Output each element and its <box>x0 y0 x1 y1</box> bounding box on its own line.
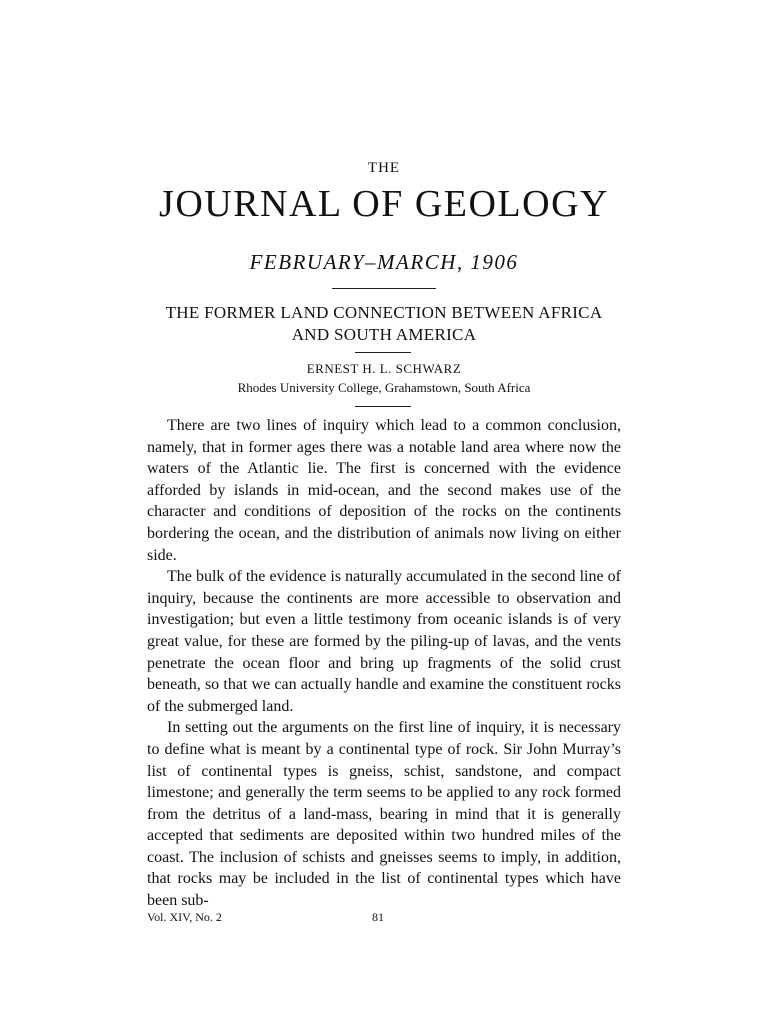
page-number: 81 <box>372 910 384 924</box>
article-title-line-1: THE FORMER LAND CONNECTION BETWEEN AFRICA <box>165 303 603 322</box>
issue-date: FEBRUARY–MARCH, 1906 <box>249 250 519 274</box>
divider-rule <box>332 288 436 289</box>
author-name: ERNEST H. L. SCHWARZ <box>306 361 462 376</box>
article-title <box>0 302 768 346</box>
body-paragraph: There are two lines of inquiry which lead to a common conclusion, namely, that in former ages there was a notable land area where now the waters of the Atlantic lie. The first is concerned with the evidence afforded by islands in mid-ocean, and the second makes use of the character and conditions of deposition of the rocks on the continents bordering the ocean, and the distribution of animals now living on either side. <box>147 417 621 564</box>
journal-kicker: THE <box>367 160 401 176</box>
author-affiliation: Rhodes University College, Grahamstown, South Africa <box>237 380 531 395</box>
volume-number: Vol. XIV, No. 2 <box>147 910 222 924</box>
divider-rule <box>355 352 411 353</box>
divider-rule <box>355 406 411 407</box>
body-paragraph: In setting out the arguments on the first line of inquiry, it is necessary to define what is meant by a continental type of rock. Sir John Murray’s list of continental types is gneiss, schist, sandstone, and compact limestone; and generally the term seems to be applied to any rock formed from the detritus of a land-mass, bearing in mind that it is generally accepted that sediments are deposited within two hundred miles of the coast. The inclusion of schists and gneisses seems to imply, in addition, that rocks may be included in the list of continental types which have been sub- <box>147 719 621 910</box>
article-body <box>147 415 621 912</box>
body-paragraph: The bulk of the evidence is naturally accumulated in the second line of inquiry, because the continents are more accessible to observation and investigation; but even a little testimony from oceanic islands is of very great value, for these are formed by the piling-up of lavas, and the vents penetrate the ocean floor and bring up fragments of the solid crust beneath, so that we can actually handle and examine the constituent rocks of the submerged land. <box>147 568 621 715</box>
article-title-line-2: AND SOUTH AMERICA <box>291 325 477 344</box>
journal-title: JOURNAL OF GEOLOGY <box>159 183 609 225</box>
